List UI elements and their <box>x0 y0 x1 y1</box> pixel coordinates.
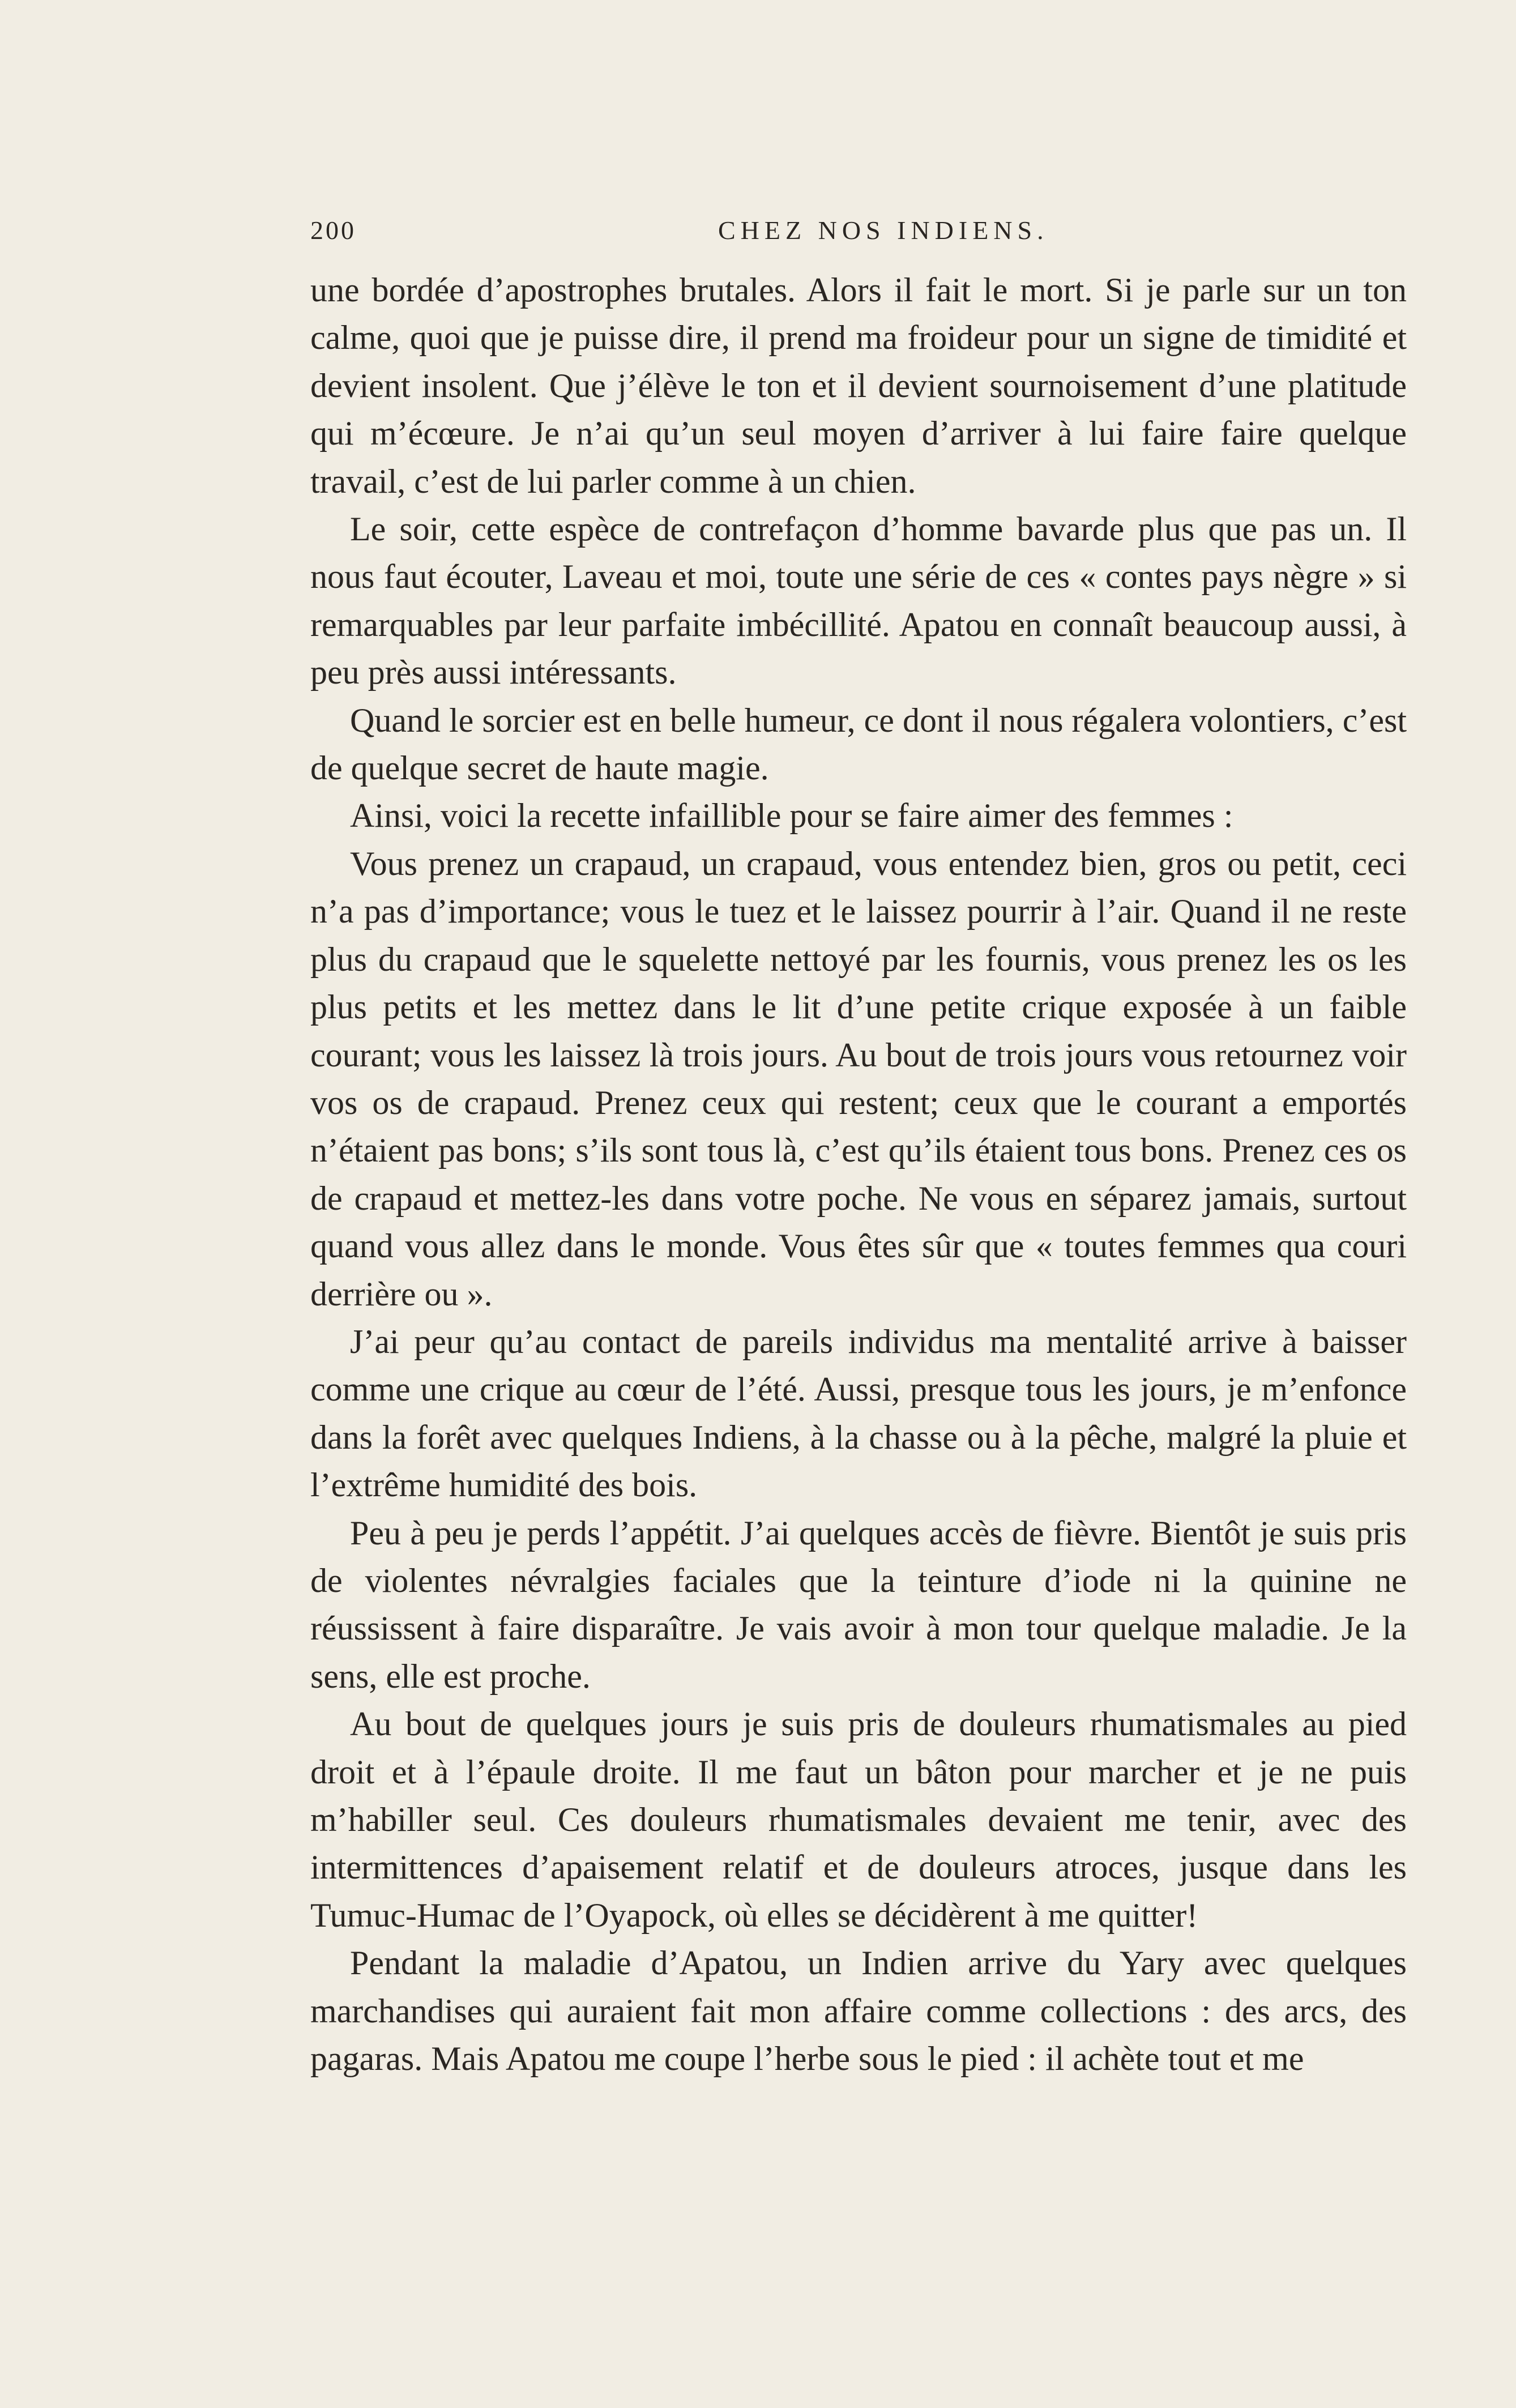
paragraph: Quand le sorcier est en belle humeur, ce dont il nous régalera volontiers, c’est de quelque secret de haute magie. <box>310 701 1407 787</box>
paragraph: Peu à peu je perds l’appétit. J’ai quelques accès de fièvre. Bientôt je suis pris de violentes névralgies faciales que la teinture d’iode ni la quinine ne réussissent à faire disparaître. Je vais avoir à mon tour quelque maladie. Je la sens, elle est proche. <box>310 1514 1407 1695</box>
page-number: 200 <box>310 216 356 245</box>
paragraph: Ainsi, voici la recette infaillible pour se faire aimer des femmes : <box>350 797 1233 835</box>
page-header <box>310 215 1407 249</box>
body-text <box>310 266 1407 2082</box>
paragraph: Au bout de quelques jours je suis pris de douleurs rhumatismales au pied droit et à l’épaule droite. Il me faut un bâton pour marcher et je ne puis m’habiller seul. Ces douleurs rhumatismales devaient me tenir, avec des intermittences d’apaisement relatif et de douleurs atroces, jusque dans les Tumuc-Humac de l’Oyapock, où elles se décidèrent à me quitter! <box>310 1705 1407 1934</box>
paragraph: Pendant la maladie d’Apatou, un Indien arrive du Yary avec quelques marchandises qui auraient fait mon affaire comme collections : des arcs, des pagaras. Mais Apatou me coupe l’herbe sous le pied : il achète tout et me <box>310 1944 1407 2078</box>
paragraph: Vous prenez un crapaud, un crapaud, vous entendez bien, gros ou petit, ceci n’a pas d’importance; vous le tuez et le laissez pourrir à l’air. Quand il ne reste plus du crapaud que le squelette nettoyé par les fournis, vous prenez les os les plus petits et les mettez dans le lit d’une petite crique exposée à un faible courant; vous les laissez là trois jours. Au bout de trois jours vous retournez voir vos os de crapaud. Prenez ceux qui restent; ceux que le courant a emportés n’étaient pas bons; s’ils sont tous là, c’est qu’ils étaient tous bons. Prenez ces os de crapaud et mettez-les dans votre poche. Ne vous en séparez jamais, surtout quand vous allez dans le monde. Vous êtes sûr que « toutes femmes qua couri derrière ou ». <box>310 844 1407 1313</box>
paragraph: J’ai peur qu’au contact de pareils individus ma mentalité arrive à baisser comme une crique au cœur de l’été. Aussi, presque tous les jours, je m’enfonce dans la forêt avec quelques Indiens, à la chasse ou à la pêche, malgré la pluie et l’extrême humidité des bois. <box>310 1322 1407 1504</box>
paragraph: une bordée d’apostrophes brutales. Alors il fait le mort. Si je parle sur un ton calme, quoi que je puisse dire, il prend ma froideur pour un signe de timidité et devient insolent. Que j’élève le ton et il devient sournoisement d’une platitude qui m’écœure. Je n’ai qu’un seul moyen d’arriver à lui faire faire quelque travail, c’est de lui parler comme à un chien. <box>310 271 1407 500</box>
running-head: CHEZ NOS INDIENS. <box>718 216 1049 245</box>
paragraph: Le soir, cette espèce de contrefaçon d’homme bavarde plus que pas un. Il nous faut écouter, Laveau et moi, toute une série de ces « contes pays nègre » si remarquables par leur parfaite imbécillité. Apatou en connaît beaucoup aussi, à peu près aussi intéressants. <box>310 510 1407 691</box>
